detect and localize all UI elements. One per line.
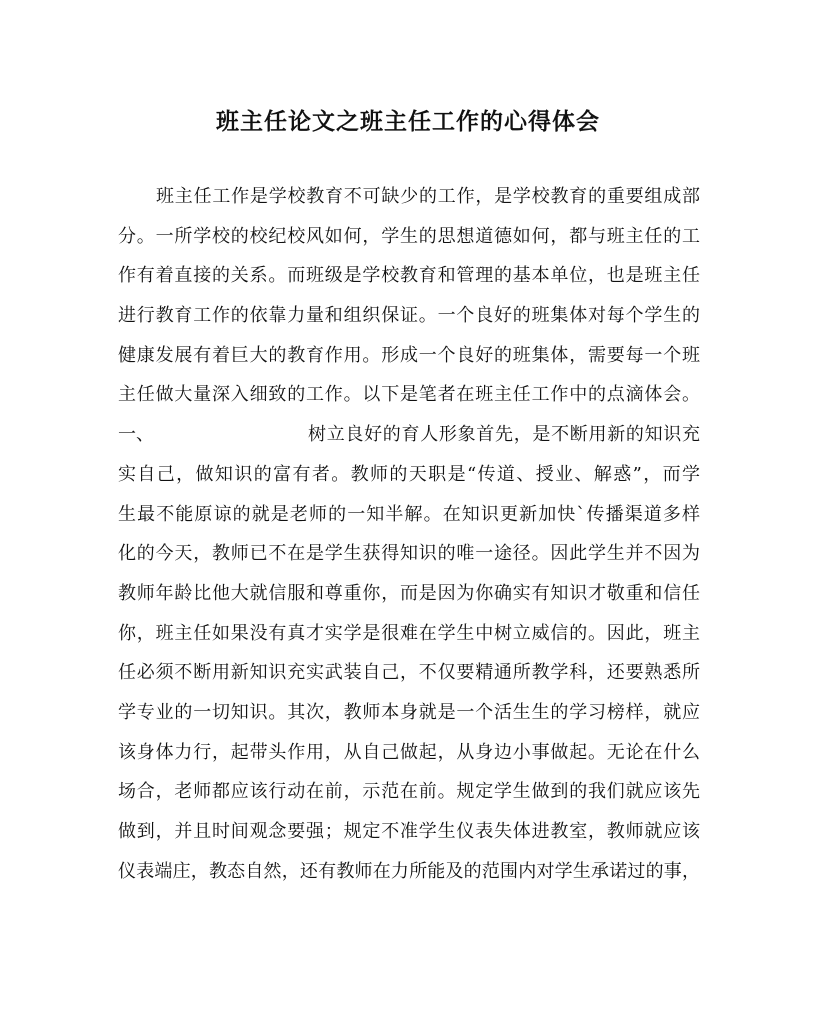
paragraph-line: 分。一所学校的校纪校风如何，学生的思想道德如何，都与班主任的工 [118,225,700,247]
paragraph-line: 主任做大量深入细致的工作。以下是笔者在班主任工作中的点滴体会。 [118,384,700,406]
paragraph-line: 进行教育工作的依靠力量和组织保证。一个良好的班集体对每个学生的 [118,305,700,327]
section-heading-text: 树立良好的育人形象首先，是不断用新的知识充 [308,424,700,446]
paragraph-line: 班主任工作是学校教育不可缺少的工作，是学校教育的重要组成部 [156,186,700,207]
section-heading-line [118,419,700,459]
paragraph-line: 作有着直接的关系。而班级是学校教育和管理的基本单位，也是班主任 [118,265,700,287]
paragraph-line: 生最不能原谅的就是老师的一知半解。在知识更新加快`传播渠道多样 [118,503,700,525]
paragraph-line: 场合，老师都应该行动在前，示范在前。规定学生做到的我们就应该先 [118,781,700,803]
paragraph-line: 化的今天，教师已不在是学生获得知识的唯一途径。因此学生并不因为 [118,543,700,565]
paragraph-line: 任必须不断用新知识充实武装自己，不仅要精通所教学科，还要熟悉所 [118,662,700,684]
document-title: 班主任论文之班主任工作的心得体会 [216,108,600,135]
paragraph-line: 健康发展有着巨大的教育作用。形成一个良好的班集体，需要每一个班 [118,344,700,366]
paragraph-line: 你，班主任如果没有真才实学是很难在学生中树立威信的。因此，班主 [118,622,700,644]
paragraph-line: 教师年龄比他大就信服和尊重你，而是因为你确实有知识才敬重和信任 [118,582,700,604]
paragraph-line: 学专业的一切知识。其次，教师本身就是一个活生生的学习榜样，就应 [118,701,700,723]
paragraph-line: 做到，并且时间观念要强；规定不准学生仪表失体进教室，教师就应该 [118,821,700,842]
paragraph-line: 仪表端庄，教态自然，还有教师在力所能及的范围内对学生承诺过的事， [118,860,700,882]
document-body [118,181,700,895]
paragraph-line: 实自己，做知识的富有者。教师的天职是“传道、授业、解惑”，而学 [118,463,700,485]
section-number: 一、 [118,424,154,446]
paragraph-line: 该身体力行，起带头作用，从自己做起，从身边小事做起。无论在什么 [118,741,700,763]
